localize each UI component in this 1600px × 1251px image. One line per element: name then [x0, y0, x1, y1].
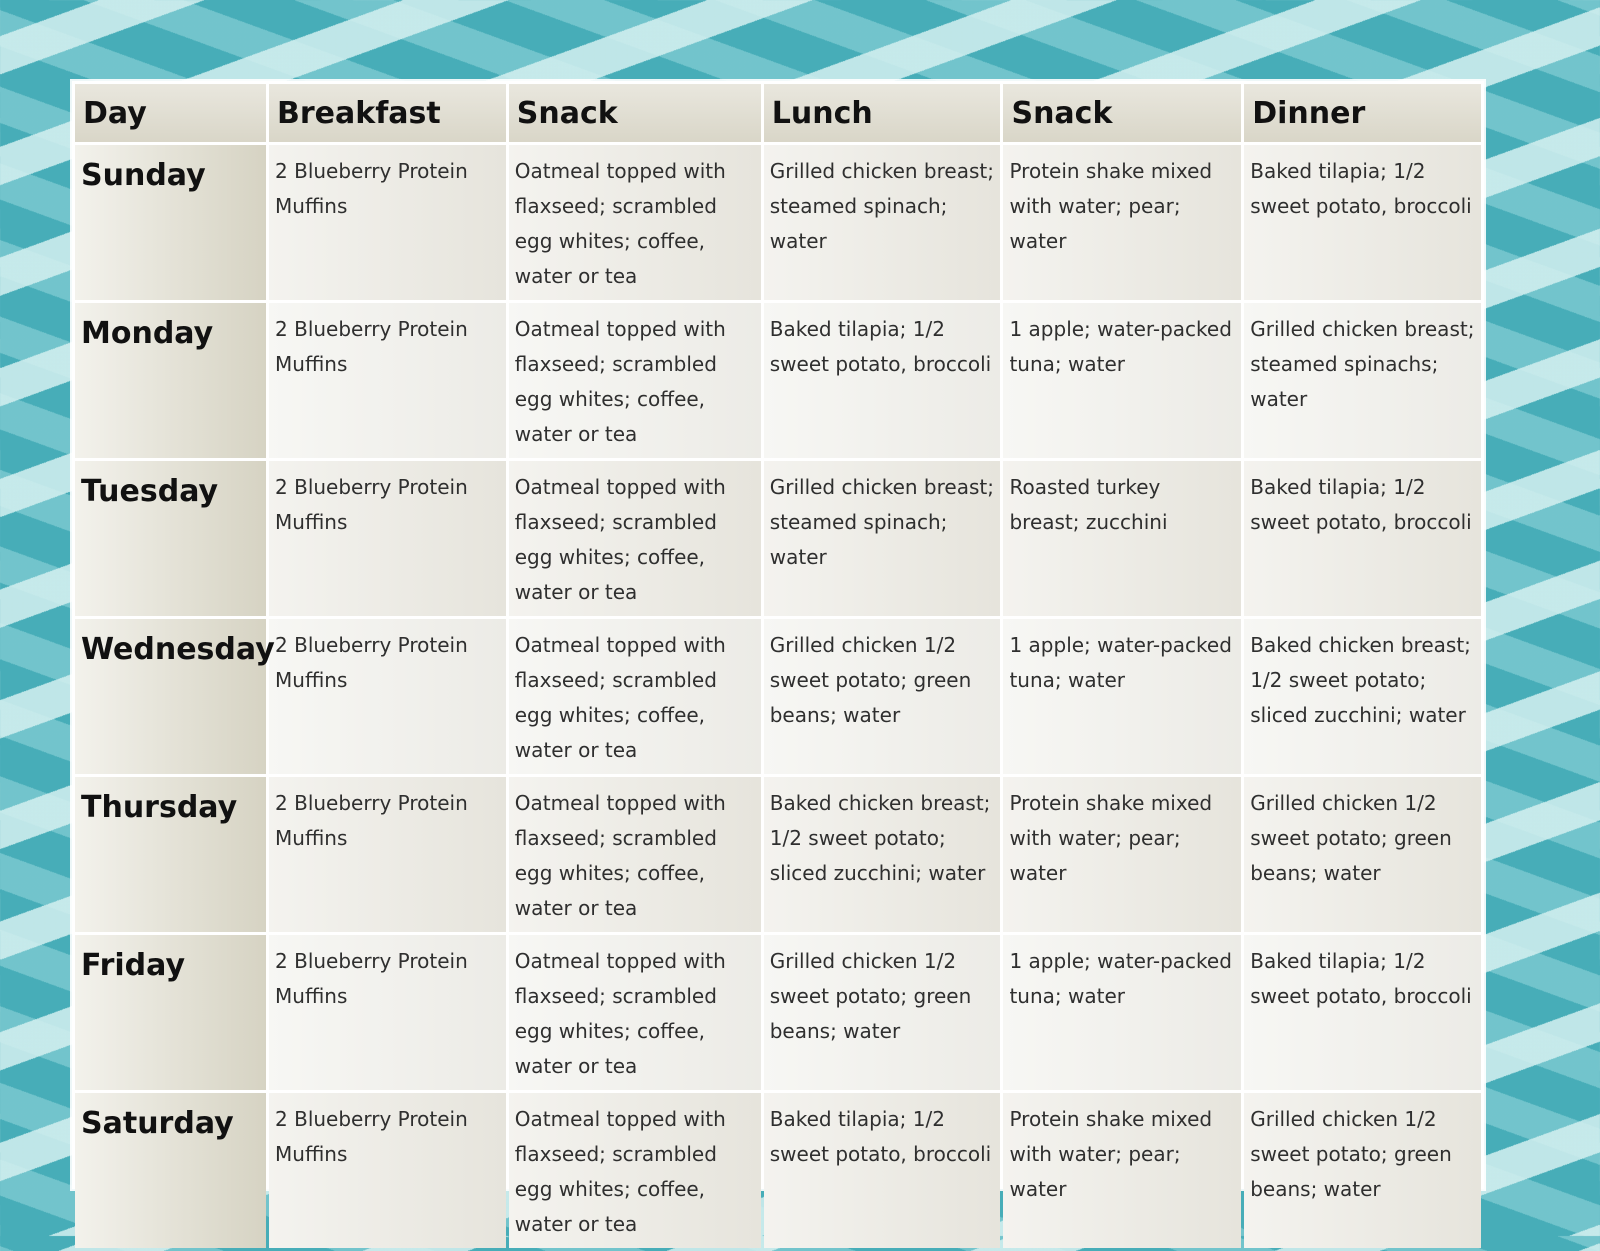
snack-1-cell: Oatmeal topped with flaxseed; scrambled egg whites; coffee, water or tea: [509, 461, 761, 616]
day-cell: Sunday: [75, 145, 266, 300]
day-cell: Monday: [75, 303, 266, 458]
dinner-cell: Baked tilapia; 1/2 sweet potato, broccoli: [1244, 145, 1481, 300]
breakfast-cell: 2 Blueberry Protein Muffins: [269, 1093, 506, 1248]
day-cell: Tuesday: [75, 461, 266, 616]
breakfast-cell: 2 Blueberry Protein Muffins: [269, 145, 506, 300]
table-row: [75, 777, 1481, 932]
header-lunch: Lunch: [764, 84, 1001, 142]
snack-2-cell: 1 apple; water-packed tuna; water: [1003, 303, 1241, 458]
breakfast-cell: 2 Blueberry Protein Muffins: [269, 303, 506, 458]
snack-2-cell: Roasted turkey breast; zucchini: [1003, 461, 1241, 616]
day-cell: Thursday: [75, 777, 266, 932]
snack-1-cell: Oatmeal topped with flaxseed; scrambled egg whites; coffee, water or tea: [509, 303, 761, 458]
snack-2-cell: 1 apple; water-packed tuna; water: [1003, 619, 1241, 774]
dinner-cell: Grilled chicken 1/2 sweet potato; green beans; water: [1244, 777, 1481, 932]
table-row: [75, 935, 1481, 1090]
snack-1-cell: Oatmeal topped with flaxseed; scrambled egg whites; coffee, water or tea: [509, 145, 761, 300]
day-cell: Saturday: [75, 1093, 266, 1248]
header-snack-2: Snack: [1003, 84, 1241, 142]
header-row: [75, 84, 1481, 142]
header-snack-1: Snack: [509, 84, 761, 142]
dinner-cell: Baked tilapia; 1/2 sweet potato, broccoli: [1244, 461, 1481, 616]
lunch-cell: Baked tilapia; 1/2 sweet potato, broccoli: [764, 303, 1001, 458]
header-day: Day: [75, 84, 266, 142]
table-row: [75, 619, 1481, 774]
snack-1-cell: Oatmeal topped with flaxseed; scrambled egg whites; coffee, water or tea: [509, 935, 761, 1090]
meal-plan-card: [72, 81, 1484, 1236]
dinner-cell: Grilled chicken 1/2 sweet potato; green beans; water: [1244, 1093, 1481, 1248]
day-cell: Wednesday: [75, 619, 266, 774]
table-row: [75, 145, 1481, 300]
meal-plan-table: [72, 81, 1484, 1251]
breakfast-cell: 2 Blueberry Protein Muffins: [269, 777, 506, 932]
header-breakfast: Breakfast: [269, 84, 506, 142]
snack-2-cell: Protein shake mixed with water; pear; water: [1003, 777, 1241, 932]
lunch-cell: Grilled chicken 1/2 sweet potato; green beans; water: [764, 935, 1001, 1090]
dinner-cell: Baked tilapia; 1/2 sweet potato, broccoli: [1244, 935, 1481, 1090]
lunch-cell: Grilled chicken breast; steamed spinach; water: [764, 145, 1001, 300]
lunch-cell: Baked chicken breast; 1/2 sweet potato; sliced zucchini; water: [764, 777, 1001, 932]
day-cell: Friday: [75, 935, 266, 1090]
table-row: [75, 461, 1481, 616]
header-dinner: Dinner: [1244, 84, 1481, 142]
snack-1-cell: Oatmeal topped with flaxseed; scrambled egg whites; coffee, water or tea: [509, 1093, 761, 1248]
breakfast-cell: 2 Blueberry Protein Muffins: [269, 619, 506, 774]
snack-2-cell: 1 apple; water-packed tuna; water: [1003, 935, 1241, 1090]
breakfast-cell: 2 Blueberry Protein Muffins: [269, 461, 506, 616]
lunch-cell: Baked tilapia; 1/2 sweet potato, broccoli: [764, 1093, 1001, 1248]
lunch-cell: Grilled chicken breast; steamed spinach; water: [764, 461, 1001, 616]
lunch-cell: Grilled chicken 1/2 sweet potato; green beans; water: [764, 619, 1001, 774]
table-row: [75, 1093, 1481, 1248]
breakfast-cell: 2 Blueberry Protein Muffins: [269, 935, 506, 1090]
table-row: [75, 303, 1481, 458]
snack-1-cell: Oatmeal topped with flaxseed; scrambled egg whites; coffee, water or tea: [509, 777, 761, 932]
snack-2-cell: Protein shake mixed with water; pear; water: [1003, 145, 1241, 300]
snack-1-cell: Oatmeal topped with flaxseed; scrambled egg whites; coffee, water or tea: [509, 619, 761, 774]
snack-2-cell: Protein shake mixed with water; pear; water: [1003, 1093, 1241, 1248]
dinner-cell: Grilled chicken breast; steamed spinachs; water: [1244, 303, 1481, 458]
dinner-cell: Baked chicken breast; 1/2 sweet potato; sliced zucchini; water: [1244, 619, 1481, 774]
